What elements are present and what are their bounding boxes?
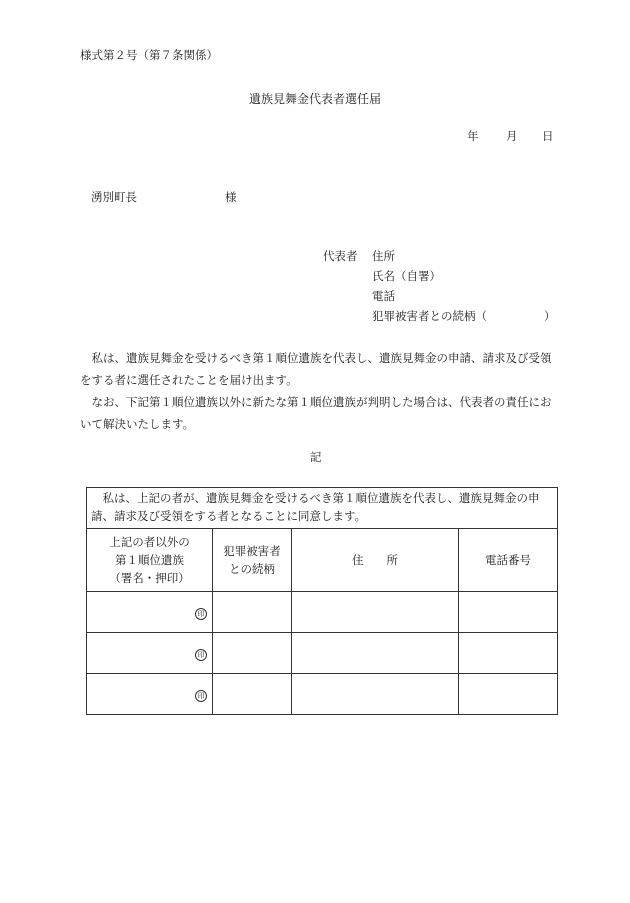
table-row [87,633,558,674]
name-label: 氏名（自署） [372,269,441,283]
header-other-survivors: 上記の者以外の 第１順位遺族 （署名・押印） [87,529,213,592]
representative-label: 代表者 [323,249,358,263]
header-relation: 犯罪被害者 との続柄 [213,529,292,592]
relation-cell[interactable] [213,633,292,674]
phone-cell[interactable] [459,674,558,715]
table-row [87,674,558,715]
declaration-paragraph: 私は、遺族見舞金を受けるべき第１順位遺族を代表し、遺族見舞金の申請、請求及び受領をする者に選任されたことを届け出ます。 [80,351,552,387]
header-phone: 電話番号 [459,529,558,592]
consent-table [86,487,558,715]
header-address: 住 所 [292,529,459,592]
address-cell[interactable] [292,592,459,633]
seal-icon: 印 [195,690,207,702]
addressee-honorific: 様 [225,190,237,204]
phone-label: 電話 [372,289,395,303]
section-mark: 記 [310,450,322,464]
signature-cell[interactable] [87,592,213,633]
date-day: 日 [542,129,554,143]
date-month: 月 [506,129,518,143]
signature-cell[interactable] [87,674,213,715]
address-cell[interactable] [292,674,459,715]
relation-label: 犯罪被害者との続柄（ [372,309,487,323]
address-label: 住所 [372,249,395,263]
consent-statement: 私は、上記の者が、遺族見舞金を受けるべき第１順位遺族を代表し、遺族見舞金の申請、請求及び受領をする者となることに同意します。 [87,488,558,529]
signature-cell[interactable] [87,633,213,674]
seal-icon: 印 [195,649,207,661]
relation-close: ） [544,309,556,323]
table-row [87,592,558,633]
form-number: 様式第２号（第７条関係） [80,48,218,62]
addressee-name: 湧別町長 [91,190,137,204]
document-title: 遺族見舞金代表者選任届 [249,92,382,106]
date-year: 年 [467,129,479,143]
relation-cell[interactable] [213,592,292,633]
relation-cell[interactable] [213,674,292,715]
address-cell[interactable] [292,633,459,674]
seal-icon: 印 [195,608,207,620]
responsibility-paragraph: なお、下記第１順位遺族以外に新たな第１順位遺族が判明した場合は、代表者の責任において解決いたします。 [80,395,552,431]
phone-cell[interactable] [459,592,558,633]
phone-cell[interactable] [459,633,558,674]
